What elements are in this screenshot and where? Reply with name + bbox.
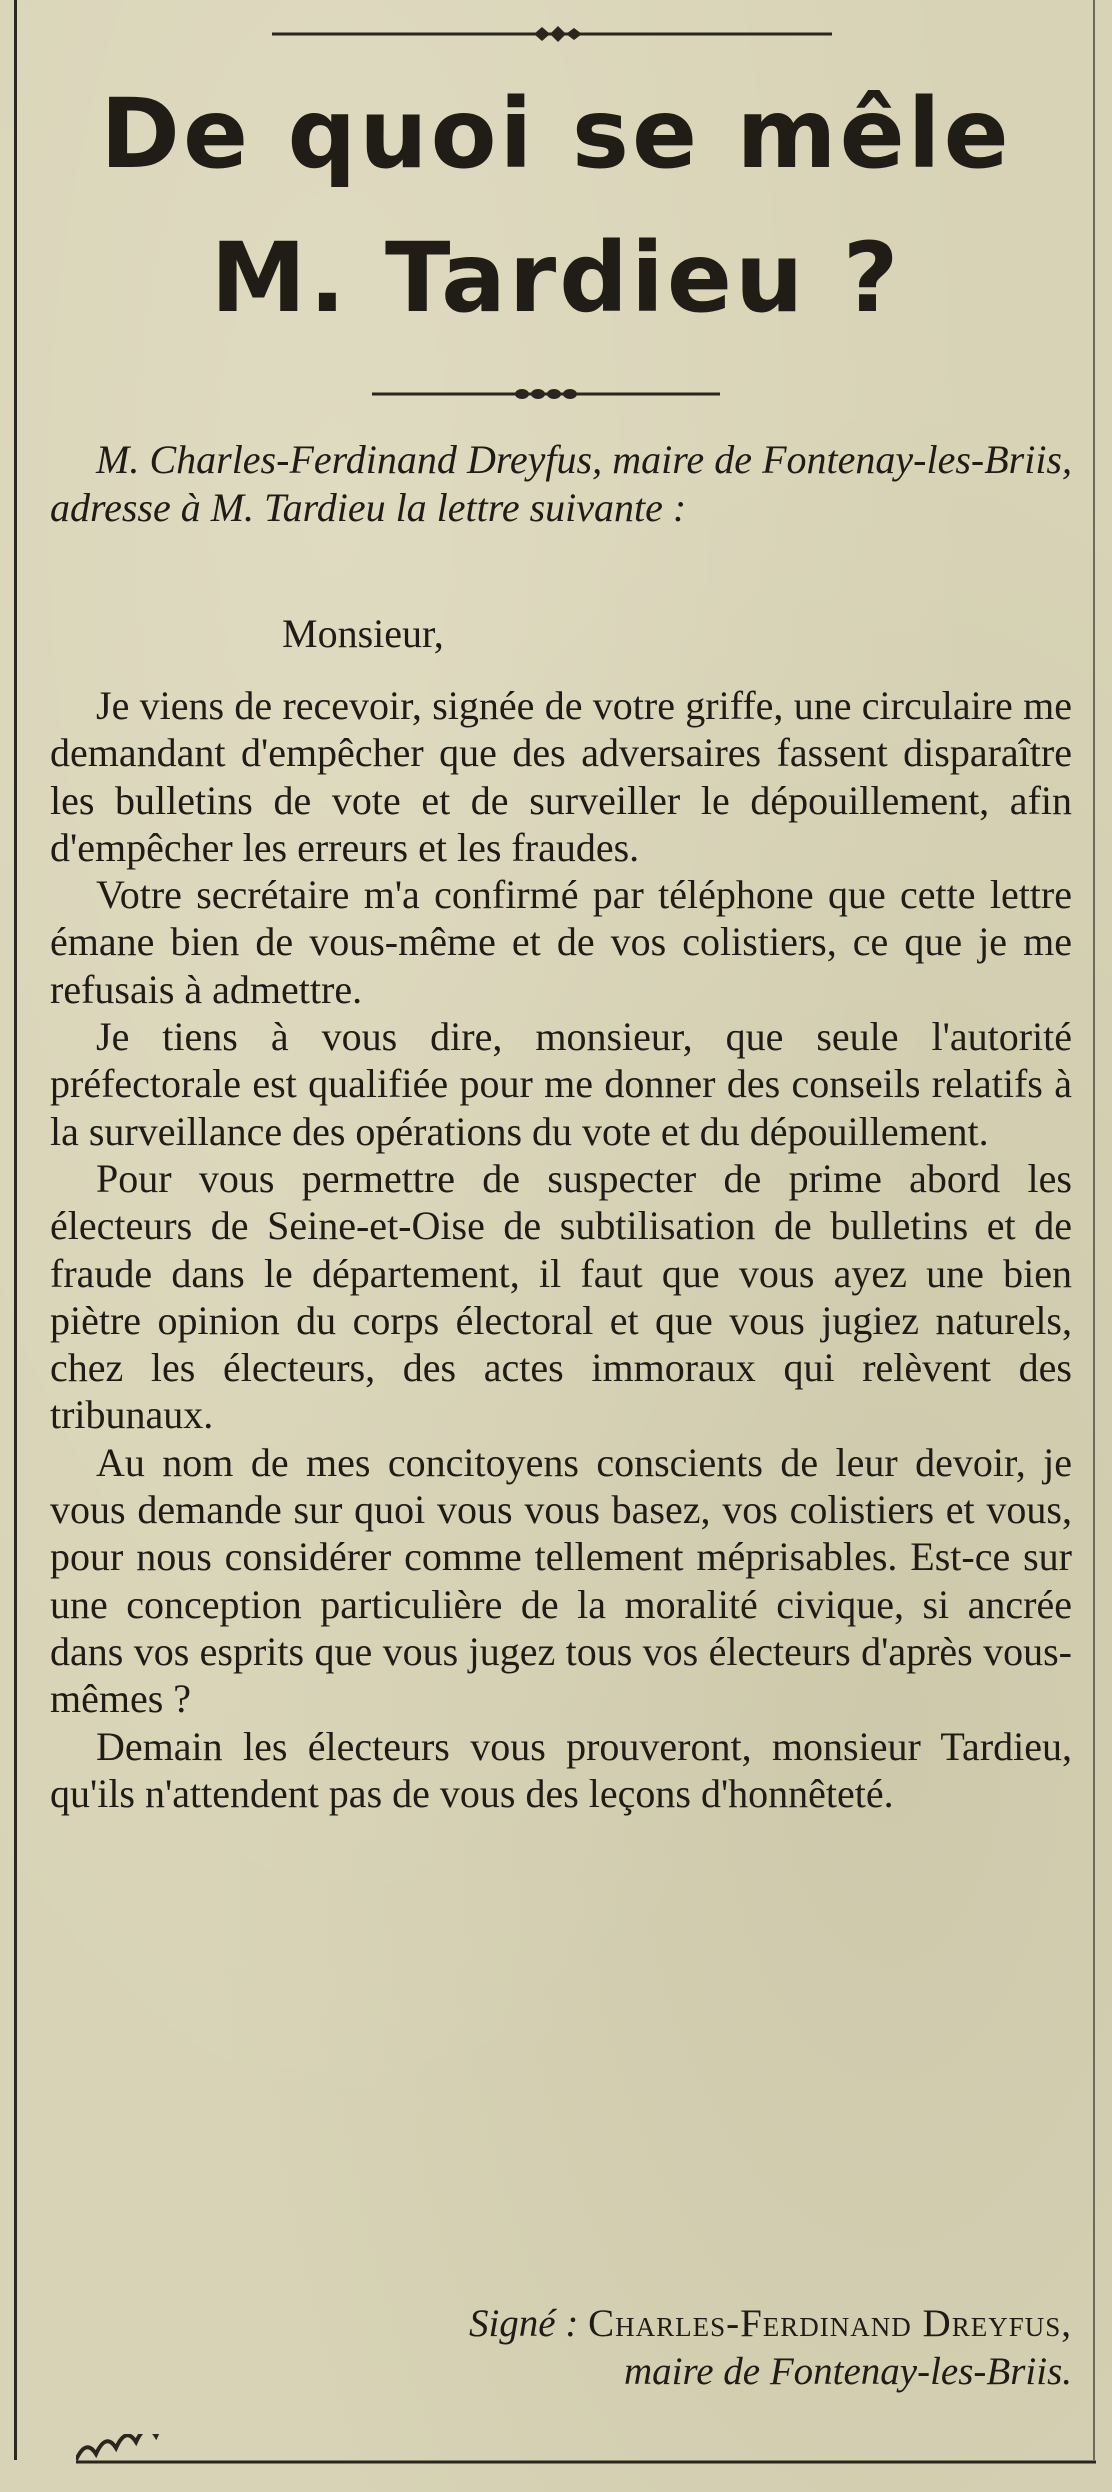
headline-line-1: De quoi se mêle (100, 78, 1012, 190)
signature-title: maire de Fontenay-les-Briis. (623, 2350, 1072, 2393)
letter-paragraph: Pour vous permettre de suspecter de prime abord les électeurs de Seine-et-Oise de subtilisation de bulletins et de fraude dans le département, il faut que vous ayez une bien piètre opinion du corps électoral et que vous jugiez naturels, chez les électeurs, des actes immoraux qui relèvent des tribunaux. (50, 1155, 1072, 1438)
letter-paragraph: Demain les électeurs vous prouveront, monsieur Tardieu, qu'ils n'attendent pas de vous des leçons d'honnêteté. (50, 1723, 1072, 1816)
letter-paragraph: Au nom de mes concitoyens conscients de leur devoir, je vous demande sur quoi vous vous basez, vos colistiers et vous, pour nous considérer comme tellement méprisables. Est-ce sur une conception particulière de la moralité civique, si ancrée dans vos esprits que vous jugez tous vos électeurs d'après vous-mêmes ? (50, 1439, 1072, 1722)
top-rule-ornament (272, 24, 832, 44)
signature-line (50, 2300, 1072, 2348)
signature-name: Charles-Ferdinand Dreyfus, (588, 2302, 1072, 2345)
signature-label: Signé : (468, 2302, 579, 2345)
letter-paragraph: Je viens de recevoir, signée de votre griffe, une circulaire me demandant d'empêcher que des adversaires fassent disparaître les bulletins de vote et de surveiller le dépouillement, afin d'empêcher les erreurs et les fraudes. (50, 683, 1072, 870)
headline-line-2: M. Tardieu ? (210, 222, 902, 334)
letter-salutation: Monsieur, (282, 611, 444, 656)
letter-paragraph: Votre secrétaire m'a confirmé par téléphone que cette lettre émane bien de vous-même et de vos colistiers, ce que je me refusais à admettre. (50, 872, 1072, 1012)
article-intro: M. Charles-Ferdinand Dreyfus, maire de Fontenay-les-Briis, adresse à M. Tardieu la lettre suivante : (50, 437, 1072, 530)
headline-rule-ornament (372, 384, 720, 404)
letter-body (50, 682, 1072, 1817)
letter-paragraph: Je tiens à vous dire, monsieur, que seule l'autorité préfectorale est qualifiée pour me donner des conseils relatifs à la surveillance des opérations du vote et du dépouillement. (50, 1014, 1072, 1154)
signature-block (50, 2300, 1072, 2396)
bottom-border-ornament (76, 2434, 1096, 2466)
column-border-right (1093, 0, 1095, 2460)
column-border-left (14, 0, 17, 2460)
